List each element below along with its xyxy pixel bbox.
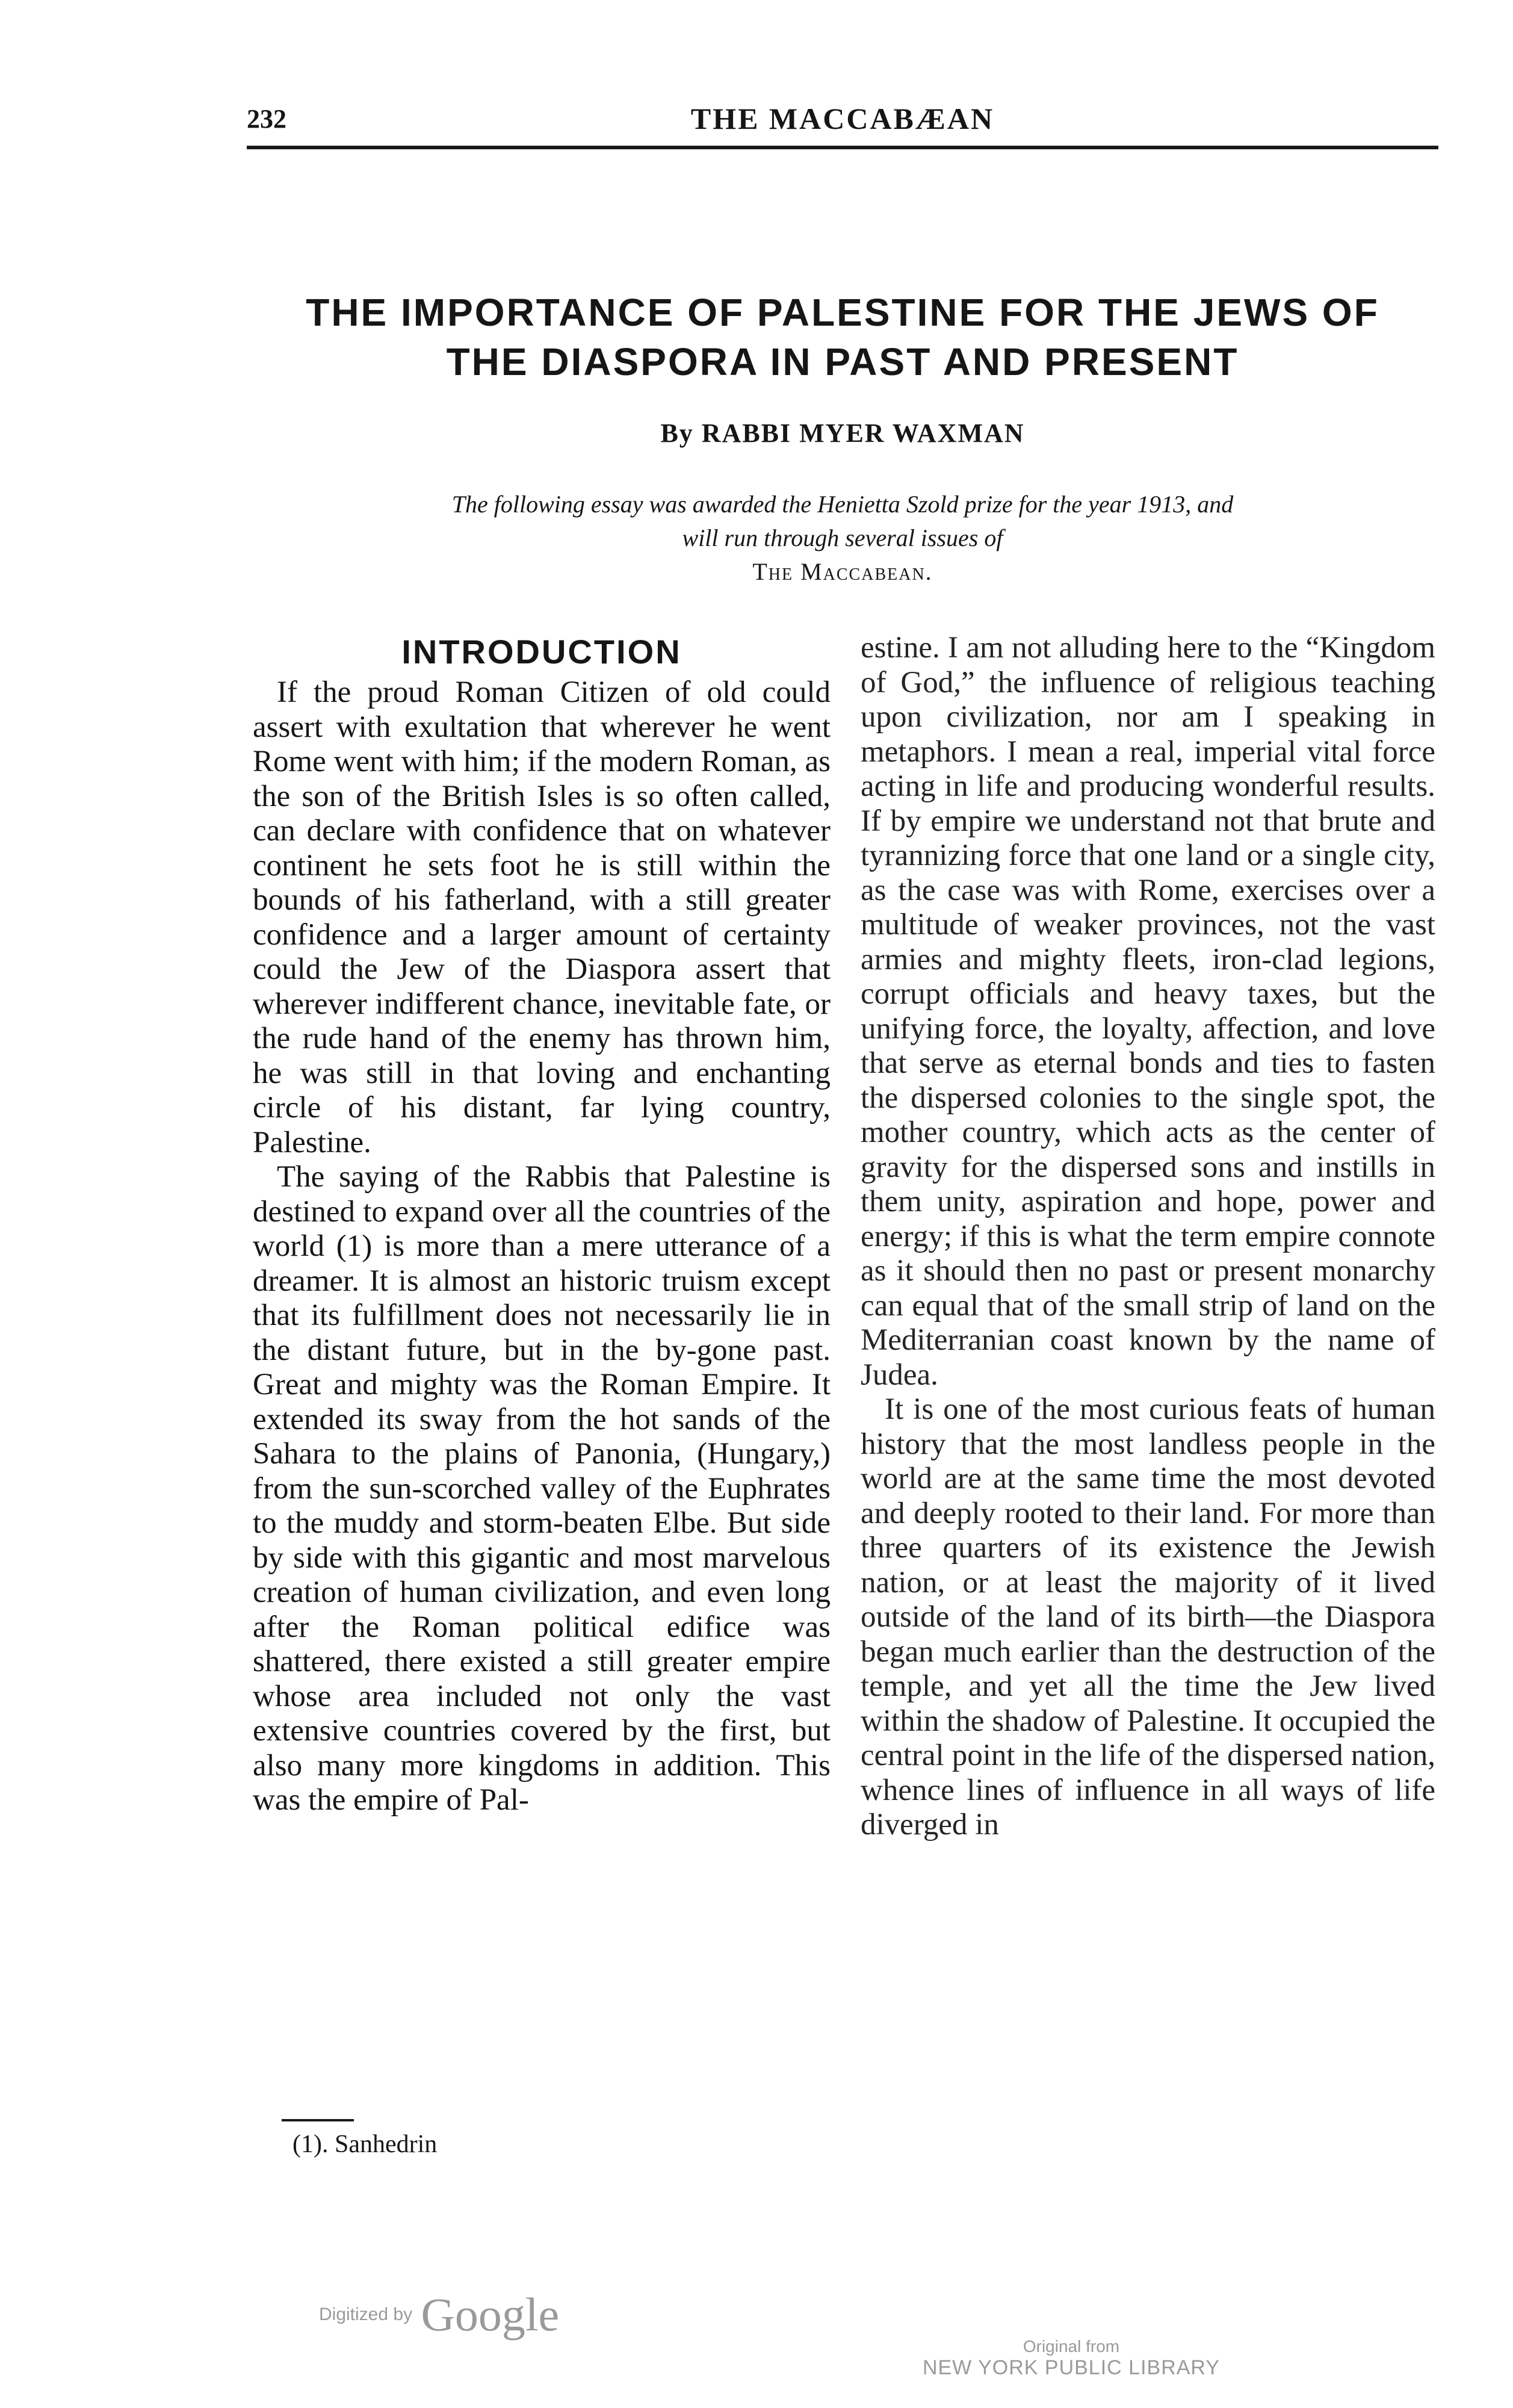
title-line-1: THE IMPORTANCE OF PALESTINE FOR THE JEWS OF	[306, 291, 1379, 334]
footnote: (1). Sanhedrin	[292, 2130, 438, 2158]
page-number: 232	[247, 104, 286, 134]
google-logo: Google	[421, 2288, 560, 2341]
right-column	[861, 631, 1435, 1843]
prize-note-line-2: will run through several issues of	[682, 524, 1003, 551]
title-line-2: THE DIASPORA IN PAST AND PRESENT	[446, 340, 1239, 383]
byline: By RABBI MYER WAXMAN	[660, 418, 1025, 448]
prize-note-line-3: The Maccabean.	[752, 558, 933, 585]
left-column	[253, 632, 831, 1818]
original-from-watermark	[903, 2337, 1240, 2380]
original-from-label: Original from	[1023, 2337, 1120, 2356]
library-name: NEW YORK PUBLIC LIBRARY	[922, 2356, 1221, 2379]
article-title	[229, 288, 1456, 386]
running-head	[247, 101, 1438, 143]
footnote-rule	[282, 2119, 354, 2121]
paragraph: It is one of the most curious feats of human history that the most landless people in the world are at the same time the most devoted and deeply rooted to their land. For more than three quarters of its existence the Jewish nation, or at least the majority of it lived outside of the land of its birth—the Diaspora began much earlier than the destruction of the temple, and yet all the time the Jew lived within the shadow of Palestine. It occupied the central point in the life of the dispersed nation, whence lines of influence in all ways of life diverged in	[861, 1392, 1435, 1842]
paragraph: estine. I am not alluding here to the “Kingdom of God,” the influence of religious teaching upon civilization, nor am I speaking in metaphors. I mean a real, imperial vital force acting in life and producing wonderful results. If by empire we understand not that brute and tyrannizing force that one land or a single city, as the case was with Rome, exercises over a multitude of weaker provinces, not the vast armies and mighty fleets, iron-clad legions, corrupt officials and heavy taxes, but the unifying force, the loyalty, affection, and love that serve as eternal bonds and ties to fasten the dispersed colonies to the single spot, the mother country, which acts as the center of gravity for the dispersed sons and instills in them unity, aspiration and hope, power and energy; if this is what the term empire connote as it should then no past or present monarchy can equal that of the small strip of land on the Mediterranian coast known by the name of Judea.	[861, 631, 1435, 1392]
header-rule	[247, 146, 1438, 149]
prize-note-line-1: The following essay was awarded the Henietta Szold prize for the year 1913, and	[451, 491, 1234, 518]
digitized-by-label: Digitized by	[319, 2304, 413, 2324]
digitized-by-watermark	[319, 2288, 559, 2342]
paragraph: If the proud Roman Citizen of old could assert with exultation that wherever he went Rome went with him; if the modern Roman, as the son of the British Isles is so often called, can declare with confidence that on whatever continent he sets foot he is still within the bounds of his fatherland, with a still greater confidence and a larger amount of certainty could the Jew of the Diaspora assert that wherever indifferent chance, inevitable fate, or the rude hand of the enemy has thrown him, he was still in that loving and enchanting circle of his distant, far lying country, Palestine.	[253, 675, 831, 1159]
section-heading: INTRODUCTION	[401, 633, 682, 671]
prize-note	[265, 488, 1420, 589]
journal-name: THE MACCABÆAN	[690, 102, 995, 135]
paragraph: The saying of the Rabbis that Palestine is destined to expand over all the countries of the world (1) is more than a mere utterance of a dreamer. It is almost an historic truism except that its fulfillment does not necessarily lie in the distant future, but in the by-gone past. Great and mighty was the Roman Empire. It extended its sway from the hot sands of the Sahara to the plains of Panonia, (Hungary,) from the sun-scorched valley of the Euphrates to the muddy and storm-beaten Elbe. But side by side with this gigantic and most marvelous creation of human civilization, and even long after the Roman political edifice was shattered, there existed a still greater empire whose area included not only the vast extensive countries covered by the first, but also many more kingdoms in addition. This was the empire of Pal-	[253, 1160, 831, 1817]
